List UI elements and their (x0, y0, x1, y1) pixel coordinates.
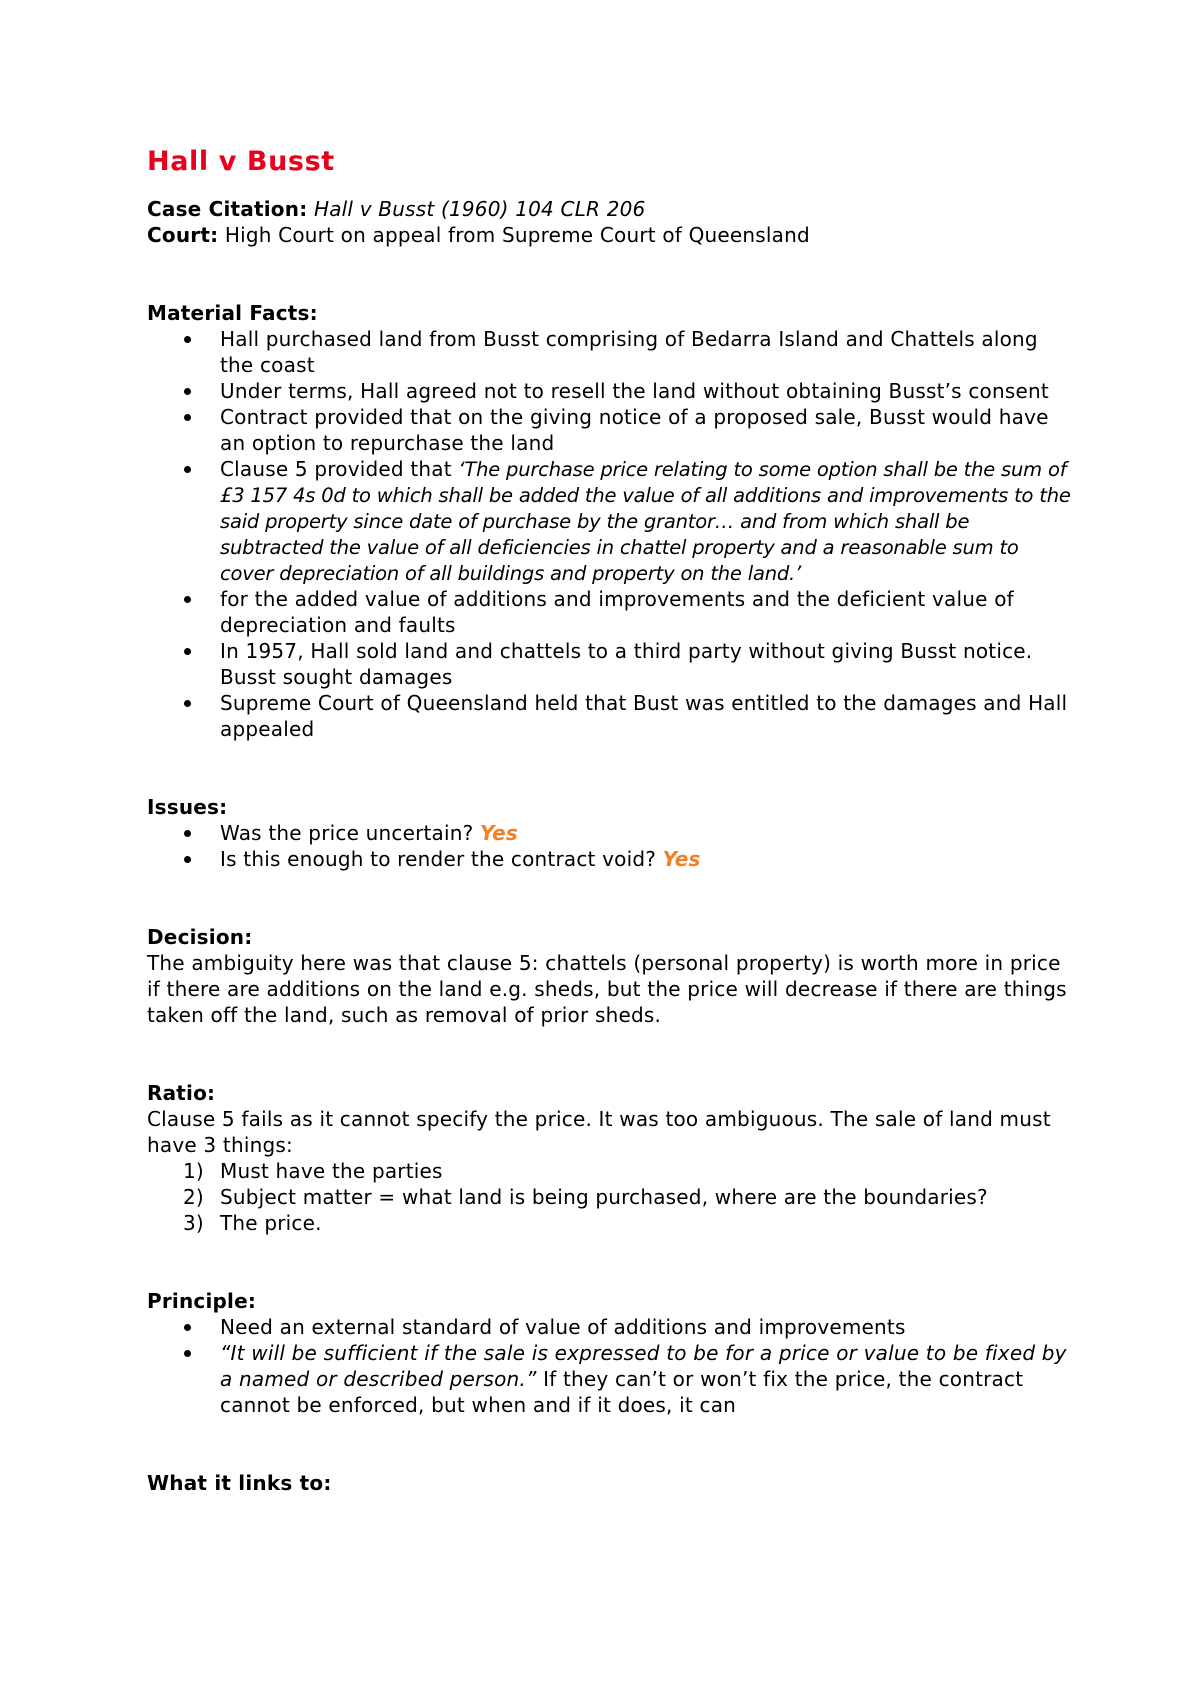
case-citation-label: Case Citation: (147, 197, 308, 221)
issue-answer: Yes (480, 821, 519, 845)
list-number: 2) (183, 1185, 204, 1209)
bullet-icon (184, 596, 191, 603)
bullet-icon (184, 466, 191, 473)
court-label: Court: (147, 223, 219, 247)
list-item: Need an external standard of value of additions and improvements (147, 1314, 1077, 1340)
document-content (147, 144, 1077, 1496)
list-number: 1) (183, 1159, 204, 1183)
list-item: 1) Must have the parties (183, 1159, 443, 1183)
principle-quote: “It will be sufficient if the sale is expressed to be for a price or value to be fixed by a named or described person.” (220, 1341, 1067, 1391)
list-item: Hall purchased land from Busst comprising of Bedarra Island and Chattels along the coast (147, 326, 1077, 378)
clause-quote: ‘The purchase price relating to some option shall be the sum of £3 157 4s 0d to which shall be added the value of all additions and improvements to the said property since date of purchase by the grantor… and from which shall be subtracted the value of all deficiencies in chattel property and a reasonable sum to cover depreciation of all buildings and property on the land.’ (220, 458, 1071, 585)
issue-question: Was the price uncertain? (220, 821, 481, 845)
principle-rest: If they can’t or won’t fix the price, the contract cannot be enforced, but when and if it does, it can (220, 1367, 1024, 1417)
list-item (147, 1340, 1077, 1418)
principle-list (147, 1314, 1077, 1418)
case-citation-value: Hall v Busst (1960) 104 CLR 206 (313, 197, 646, 221)
principle-heading: Principle: (147, 1289, 257, 1313)
bullet-icon (184, 856, 191, 863)
list-item (147, 456, 1077, 586)
bullet-icon (184, 648, 191, 655)
court (147, 222, 1077, 248)
list-item (147, 820, 1077, 846)
list-item: 2) Subject matter = what land is being purchased, where are the boundaries? (183, 1185, 988, 1209)
list-item: for the added value of additions and improvements and the deficient value of depreciation and faults (147, 586, 1077, 638)
bullet-icon (184, 1350, 191, 1357)
bullet-icon (184, 336, 191, 343)
list-item: 3) The price. (183, 1211, 322, 1235)
court-value: High Court on appeal from Supreme Court of Queensland (218, 223, 810, 247)
material-facts-heading: Material Facts: (147, 301, 318, 325)
decision-text: The ambiguity here was that clause 5: chattels (personal property) is worth more in price if there are additions on the land e.g. sheds, but the price will decrease if there are things taken off the land, such as removal of prior sheds. (147, 951, 1067, 1027)
bullet-icon (184, 1324, 191, 1331)
issue-answer: Yes (662, 847, 701, 871)
list-number: 3) (183, 1211, 204, 1235)
links-heading: What it links to: (147, 1471, 332, 1495)
decision-heading: Decision: (147, 925, 253, 949)
issues-list (147, 820, 1077, 872)
ratio-text: Clause 5 fails as it cannot specify the price. It was too ambiguous. The sale of land must have 3 things: (147, 1107, 1051, 1157)
bullet-icon (184, 700, 191, 707)
case-citation (147, 196, 1077, 222)
ratio-heading: Ratio: (147, 1081, 216, 1105)
list-item: In 1957, Hall sold land and chattels to a third party without giving Busst notice. Busst sought damages (147, 638, 1077, 690)
material-facts-list (147, 326, 1077, 742)
list-item: Under terms, Hall agreed not to resell the land without obtaining Busst’s consent (147, 378, 1077, 404)
list-item: Supreme Court of Queensland held that Bust was entitled to the damages and Hall appealed (147, 690, 1077, 742)
bullet-icon (184, 830, 191, 837)
clause-prefix: Clause 5 provided that (220, 457, 459, 481)
document-title: Hall v Busst (147, 146, 335, 177)
ratio-list (147, 1158, 1077, 1236)
issue-question: Is this enough to render the contract void? (220, 847, 663, 871)
issues-heading: Issues: (147, 795, 228, 819)
list-item: Contract provided that on the giving notice of a proposed sale, Busst would have an option to repurchase the land (147, 404, 1077, 456)
bullet-icon (184, 414, 191, 421)
list-item (147, 846, 1077, 872)
bullet-icon (184, 388, 191, 395)
